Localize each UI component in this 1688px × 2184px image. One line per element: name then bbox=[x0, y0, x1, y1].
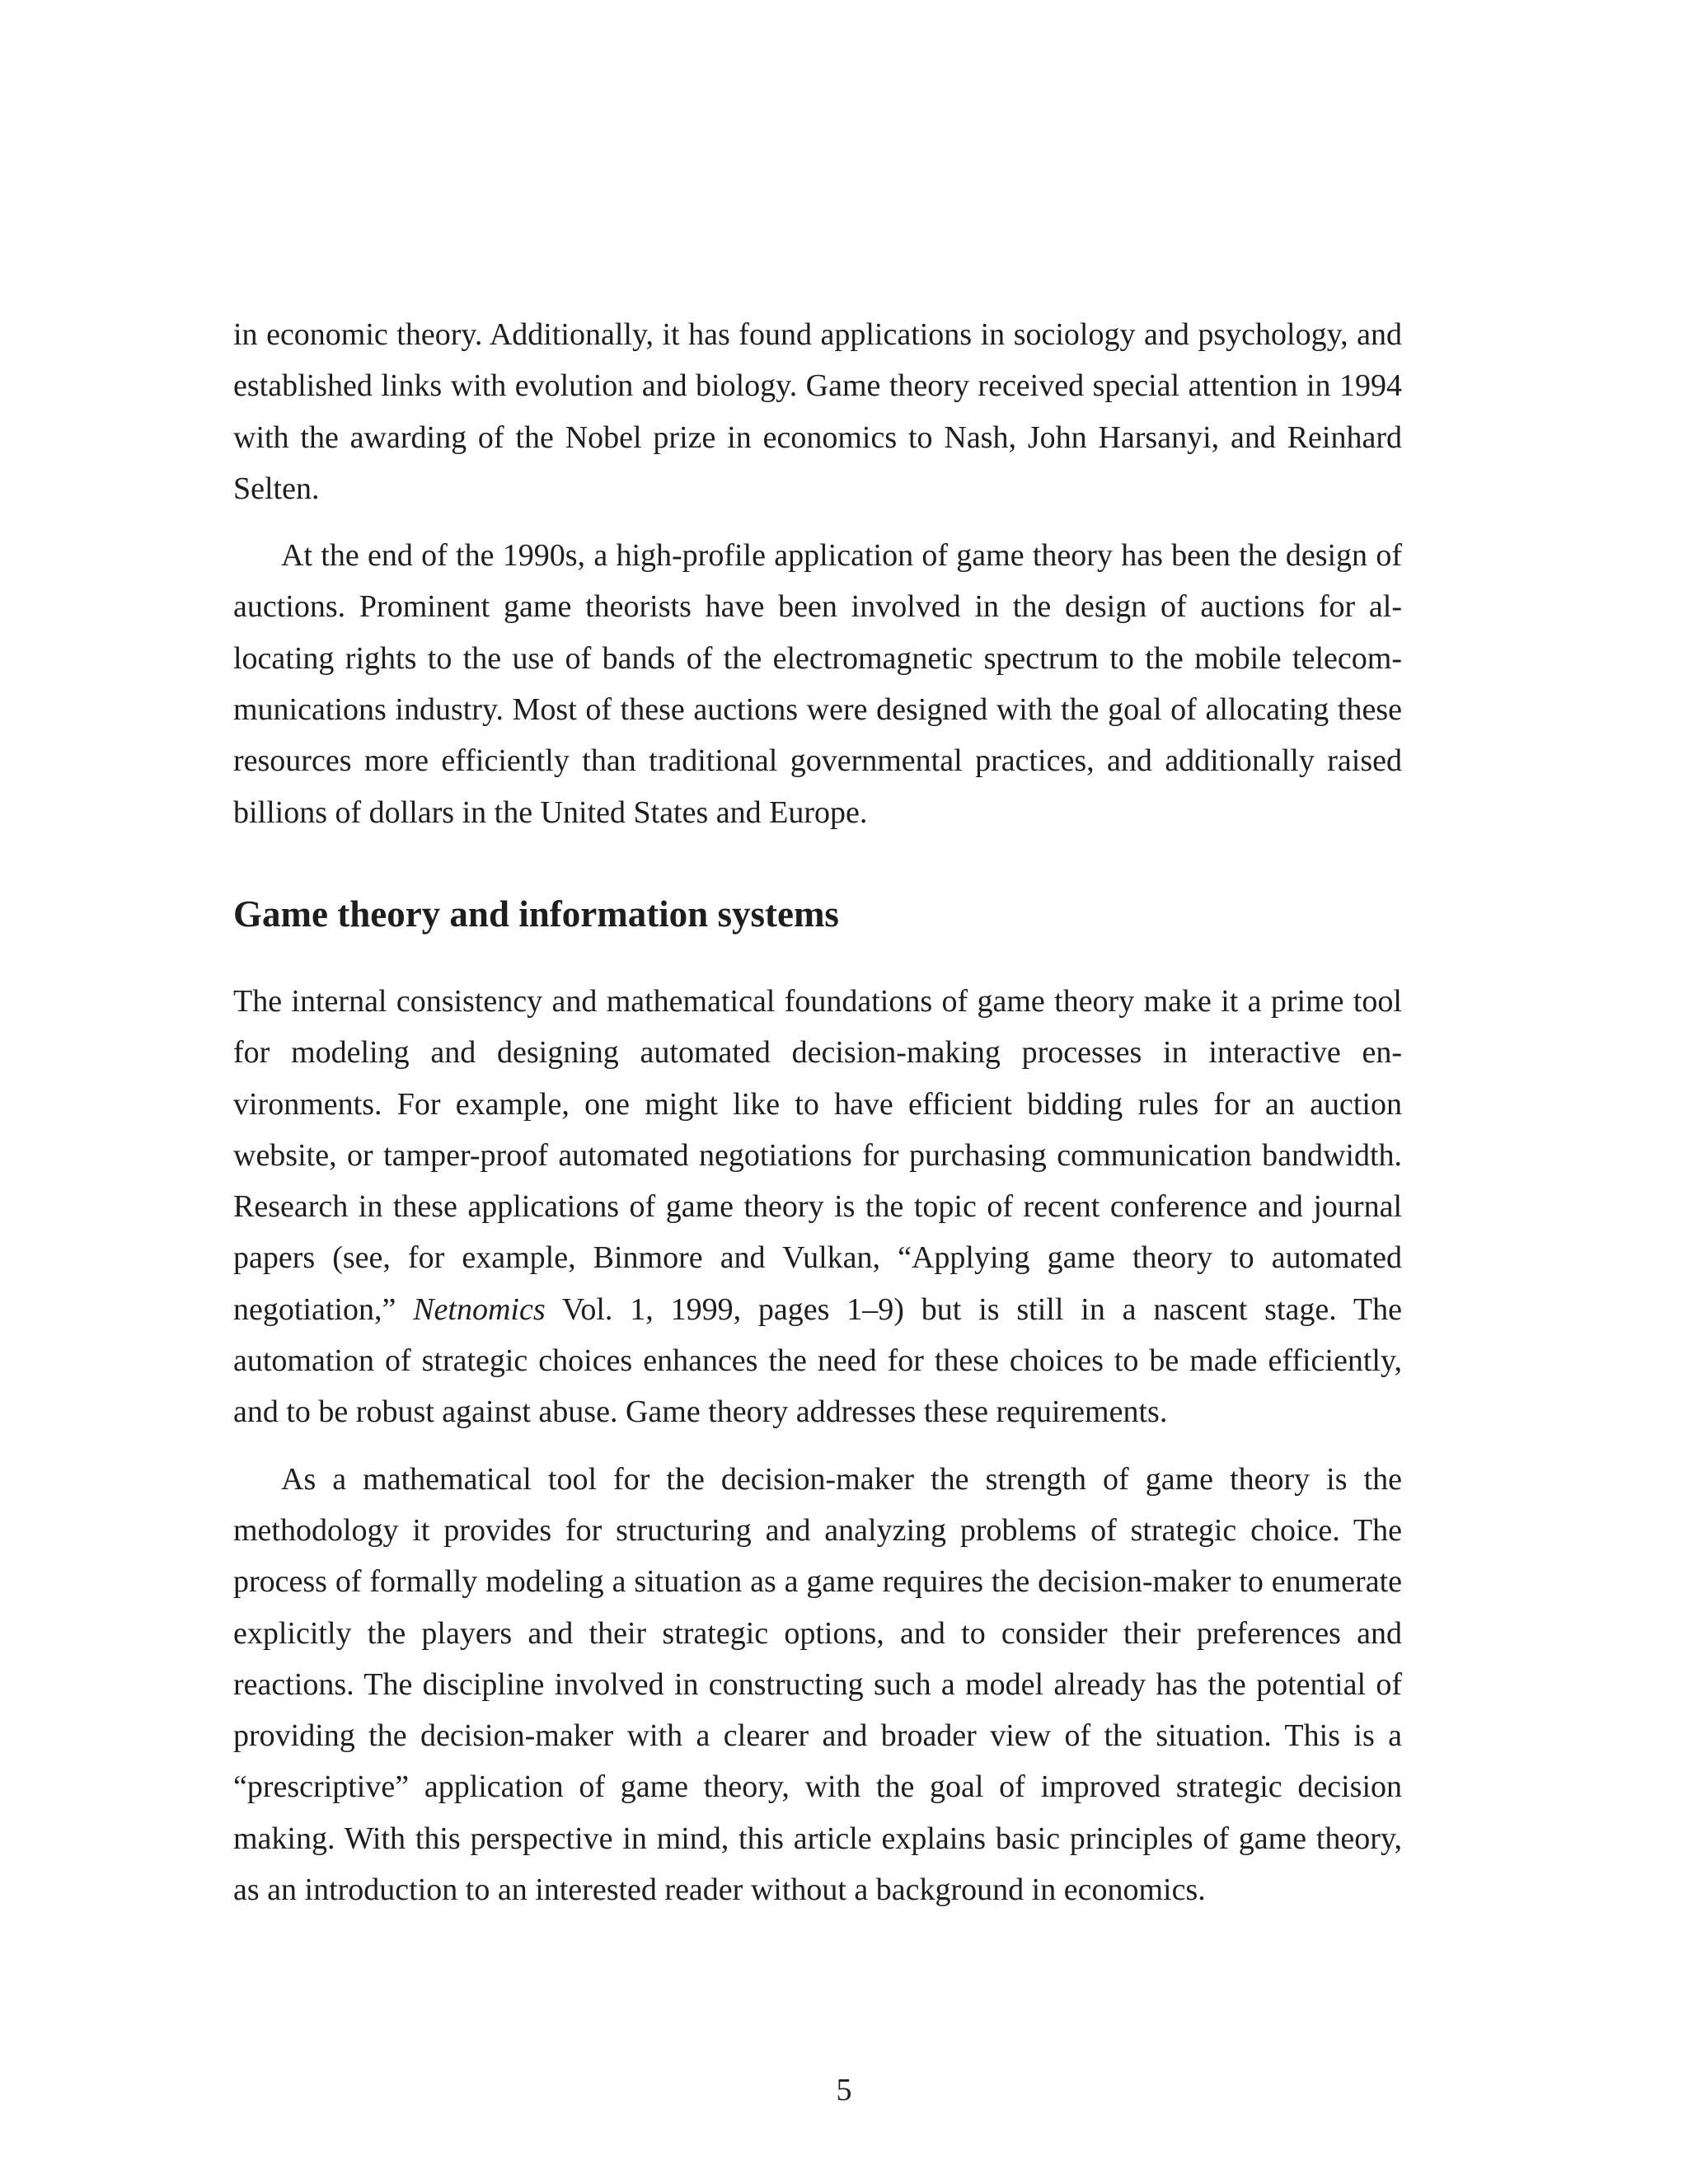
text-run: in economic theory. Additionally, it has found applications in sociology and psychology, and established links with evolution and biology. Game theory received special attention in 1994 with the awarding of the Nobel prize in economics to Nash, John Harsanyi, and Reinhard Selten. bbox=[233, 317, 1402, 506]
paragraphs-bottom bbox=[233, 976, 1402, 1915]
text-run: As a mathematical tool for the decision-maker the strength of game theory is the methodology it provides for structuring and analyzing problems of strategic choice. The process of formally modeling a situation as a game requires the decision-maker to enumerate explicitly the players and their strategic options, and to consider their preferences and reactions. The discipline involved in constructing such a model already has the potential of providing the decision-maker with a clearer and broader view of the situation. This is a “prescriptive” application of game theory, with the goal of improved strategic decision making. With this perspective in mind, this article explains basic principles of game theory, as an introduction to an interested reader without a background in economics. bbox=[233, 1461, 1402, 1908]
italic-text: Netnomics bbox=[413, 1291, 546, 1327]
text-run: The internal consistency and mathematical foundations of game theory make it a prime tool for modeling and designing automated decision-making processes in interactive environments. For example, one might like to have efficient bidding rules for an auction website, or tamper-proof automated negotiations for purchasing communication bandwidth. Research in these applications of game theory is the topic of recent conference and journal papers (see, for example, Binmore and Vulkan, “Applying game theory to automated negotiation,” bbox=[233, 983, 1402, 1327]
paragraph bbox=[233, 1454, 1402, 1916]
paragraph bbox=[233, 530, 1402, 838]
page-number: 5 bbox=[836, 2073, 852, 2107]
paragraphs-top bbox=[233, 309, 1402, 838]
page-body bbox=[233, 309, 1402, 1915]
text-run: Vol. 1, 1999, pages 1–9) but is still in a nascent stage. The automation of strategic choices enhances the need for these choices to be made efficiently, and to be robust against abuse. Game theory addresses these requirements. bbox=[233, 1291, 1402, 1430]
text-run: At the end of the 1990s, a high-profile application of game theory has been the design of auctions. Prominent game theorists have been involved in the design of auctions for allocating rights to the use of bands of the electromagnetic spectrum to the mobile telecommunications industry. Most of these auctions were designed with the goal of allocating these resources more efficiently than traditional governmental practices, and additionally raised billions of dollars in the United States and Europe. bbox=[233, 538, 1402, 830]
paragraph bbox=[233, 309, 1402, 514]
section-heading: Game theory and information systems bbox=[233, 893, 839, 935]
paragraph bbox=[233, 976, 1402, 1438]
